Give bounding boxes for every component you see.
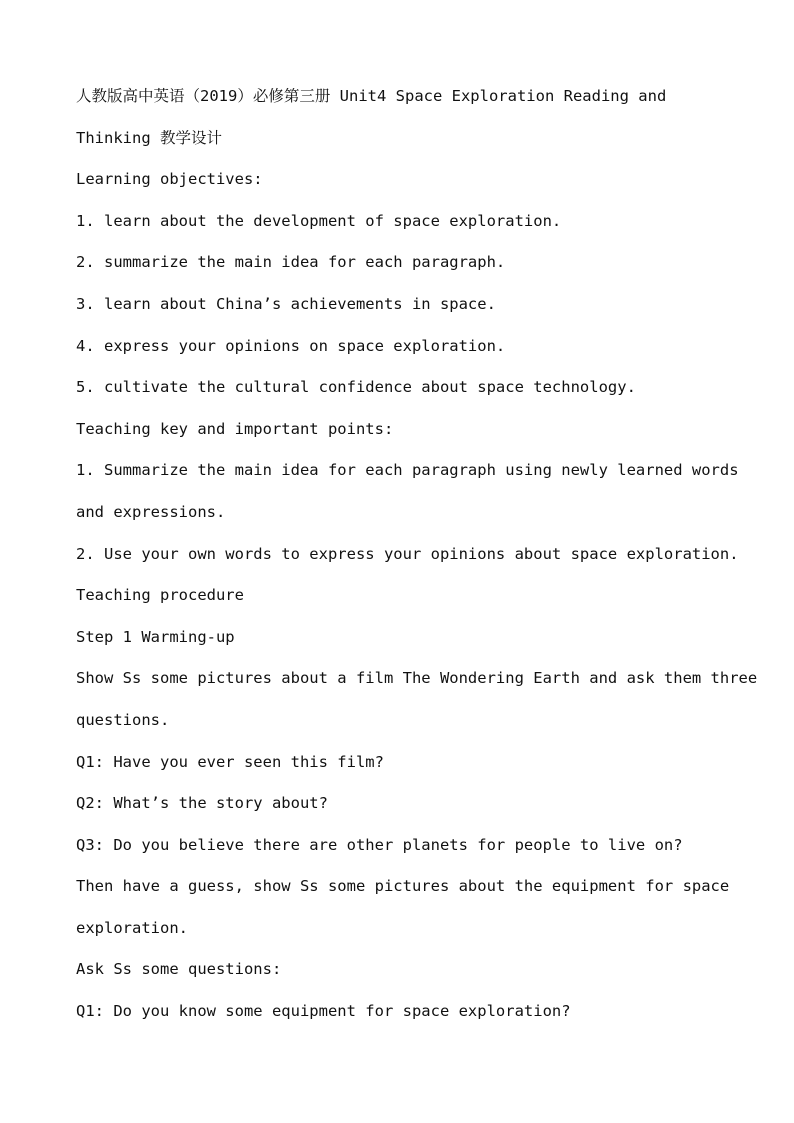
document-title-line-1: 人教版高中英语（2019）必修第三册 Unit4 Space Exploration Reading and <box>76 87 667 105</box>
learning-objective-item: 4. express your opinions on space exploration. <box>76 336 506 355</box>
learning-objectives-heading: Learning objectives: <box>76 170 263 189</box>
document-body <box>76 76 758 1033</box>
step-1-intro-line-1: Show Ss some pictures about a film The Wondering Earth and ask them three <box>76 669 758 688</box>
ask-question: Q1: Do you know some equipment for space exploration? <box>76 1002 571 1021</box>
step-1-question: Q1: Have you ever seen this film? <box>76 752 384 771</box>
step-1-intro-line-2: questions. <box>76 710 170 729</box>
document-title-line-2: Thinking 教学设计 <box>76 128 222 147</box>
step-1-question: Q2: What’s the story about? <box>76 794 328 813</box>
key-point-1-line-2: and expressions. <box>76 502 226 521</box>
key-points-heading: Teaching key and important points: <box>76 419 394 438</box>
step-1-question: Q3: Do you believe there are other planets for people to live on? <box>76 835 683 854</box>
ask-heading: Ask Ss some questions: <box>76 960 282 979</box>
key-point-1-line-1: 1. Summarize the main idea for each paragraph using newly learned words <box>76 461 739 480</box>
learning-objective-item: 1. learn about the development of space exploration. <box>76 211 562 230</box>
step-1-heading: Step 1 Warming-up <box>76 627 235 646</box>
learning-objective-item: 5. cultivate the cultural confidence about space technology. <box>76 378 636 397</box>
learning-objective-item: 2. summarize the main idea for each paragraph. <box>76 253 506 272</box>
learning-objective-item: 3. learn about China’s achievements in space. <box>76 294 496 313</box>
key-point-2: 2. Use your own words to express your opinions about space exploration. <box>76 544 739 563</box>
guess-line-1: Then have a guess, show Ss some pictures about the equipment for space <box>76 877 730 896</box>
guess-line-2: exploration. <box>76 918 188 937</box>
procedure-heading: Teaching procedure <box>76 586 244 605</box>
